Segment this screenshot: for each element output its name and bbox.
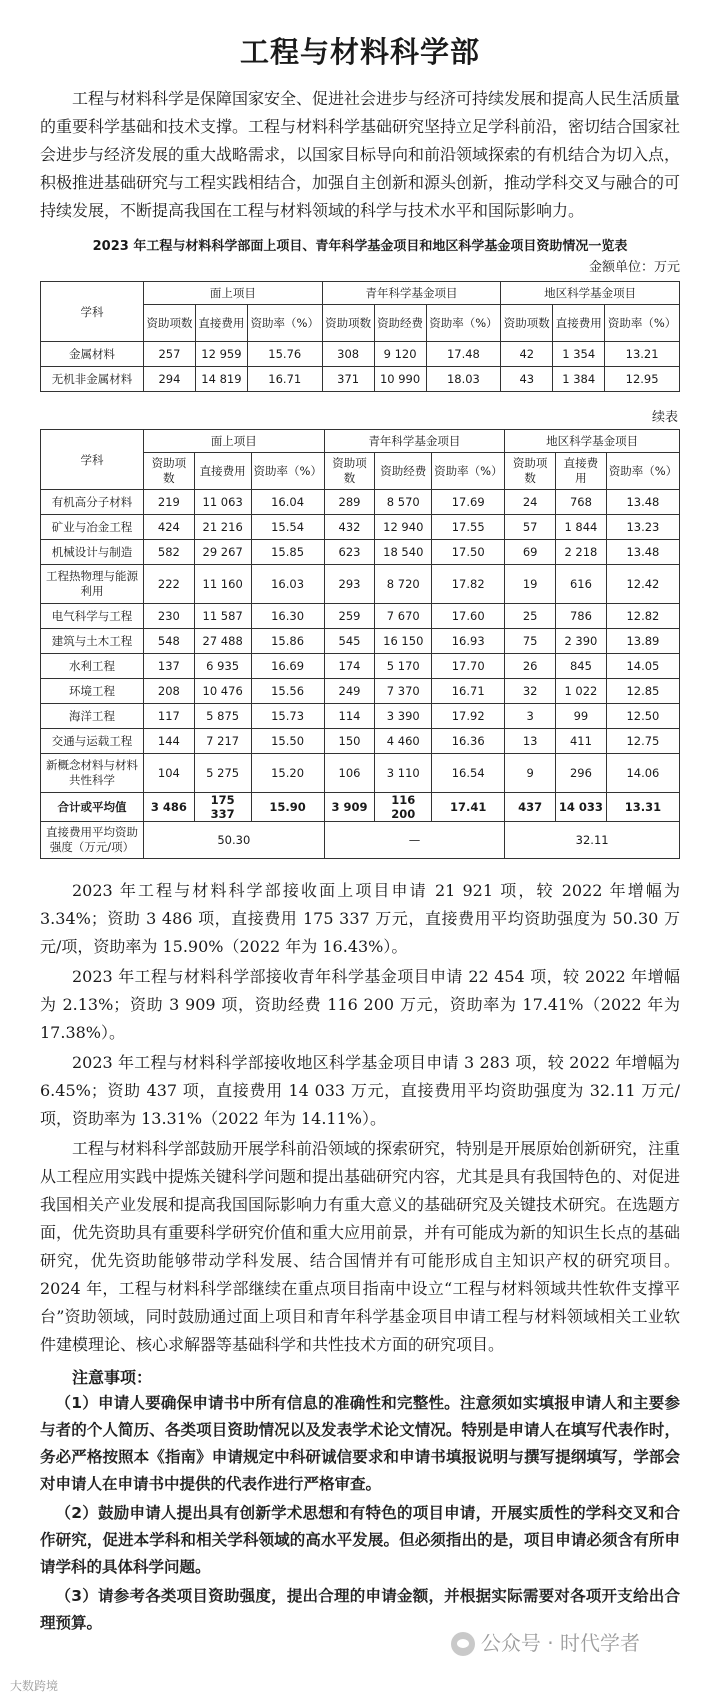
row-value-cell: 6 935 <box>194 654 251 679</box>
row-value-cell: 69 <box>505 540 556 565</box>
row-value-cell: 845 <box>556 654 607 679</box>
row-value-cell: 25 <box>505 604 556 629</box>
row-value-cell: 15.56 <box>251 679 324 704</box>
table-row <box>41 629 680 654</box>
subheader-cell: 资助率（%） <box>247 305 322 342</box>
row-value-cell: 10 990 <box>374 367 426 392</box>
row-value-cell: 3 110 <box>375 754 432 793</box>
subheader-cell: 资助项数 <box>144 453 195 490</box>
row-value-cell: 117 <box>144 704 195 729</box>
row-value-cell: 13 <box>505 729 556 754</box>
row-value-cell: 1 022 <box>556 679 607 704</box>
paragraph-youth: 2023 年工程与材料科学部接收青年科学基金项目申请 22 454 项，较 2022 年增幅为 2.13%；资助 3 909 项，资助经费 116 200 万元，资助率为 17.41%（2022 年为 17.38%）。 <box>40 967 680 1042</box>
row-value-cell: 768 <box>556 490 607 515</box>
row-value-cell: 208 <box>144 679 195 704</box>
subheader-cell: 直接费用 <box>556 453 607 490</box>
paragraph-general: 2023 年工程与材料科学部接收面上项目申请 21 921 项，较 2022 年增幅为 3.34%；资助 3 486 项，直接费用 175 337 万元，直接费用平均资助强度为 50.30 万元/项，资助率为 15.90%（2022 年为 16.43%）。 <box>40 881 680 956</box>
row-value-cell: 12.75 <box>606 729 679 754</box>
total-label: 合计或平均值 <box>41 793 144 822</box>
header-youth: 青年科学基金项目 <box>324 430 505 453</box>
corner-mark: 大数跨境 <box>10 1679 59 1693</box>
row-value-cell: 16 150 <box>375 629 432 654</box>
table-row <box>41 604 680 629</box>
row-subject-cell: 海洋工程 <box>41 704 144 729</box>
subheader-cell: 直接费用 <box>553 305 605 342</box>
subheader-cell: 资助率（%） <box>605 305 680 342</box>
wechat-icon <box>451 1632 475 1656</box>
total-value-cell: 17.41 <box>432 793 505 822</box>
row-value-cell: 16.69 <box>251 654 324 679</box>
avg-general: 50.30 <box>144 822 325 859</box>
row-value-cell: 1 844 <box>556 515 607 540</box>
row-value-cell: 106 <box>324 754 375 793</box>
row-value-cell: 15.50 <box>251 729 324 754</box>
note-item: （1）申请人要确保申请书中所有信息的准确性和完整性。注意须如实填报申请人和主要参与者的个人简历、各类项目资助情况以及发表学术论文情况。特别是申请人在填写代表作时，务必严格按照本《指南》申请规定中科研诚信要求和申请书填报说明与撰写提纲填写，学部会对申请人在申请书中提供的代表作进行严格审查。 <box>40 1394 680 1493</box>
row-value-cell: 15.86 <box>251 629 324 654</box>
row-value-cell: 12.42 <box>606 565 679 604</box>
row-value-cell: 259 <box>324 604 375 629</box>
row-value-cell: 13.21 <box>605 342 680 367</box>
row-value-cell: 432 <box>324 515 375 540</box>
row-value-cell: 57 <box>505 515 556 540</box>
row-value-cell: 11 587 <box>194 604 251 629</box>
subheader-cell: 资助项数 <box>324 453 375 490</box>
subheader-cell: 资助项数 <box>144 305 196 342</box>
table-row <box>41 540 680 565</box>
row-subject-cell: 有机高分子材料 <box>41 490 144 515</box>
row-value-cell: 7 670 <box>375 604 432 629</box>
funding-table-part1 <box>40 281 680 392</box>
funding-table-part2 <box>40 429 680 859</box>
table-caption: 2023 年工程与材料科学部面上项目、青年科学基金项目和地区科学基金项目资助情况一览表 <box>92 239 628 254</box>
row-value-cell: 14.06 <box>606 754 679 793</box>
row-value-cell: 3 390 <box>375 704 432 729</box>
watermark-text: 公众号 · 时代学者 <box>480 1630 640 1655</box>
row-value-cell: 17.92 <box>432 704 505 729</box>
paragraph-regional: 2023 年工程与材料科学部接收地区科学基金项目申请 3 283 项，较 2022 年增幅为 6.45%；资助 437 项，直接费用 14 033 万元，直接费用平均资助强度为 32.11 万元/项，资助率为 13.31%（2022 年为 14.11%）。 <box>40 1053 680 1128</box>
row-value-cell: 7 217 <box>194 729 251 754</box>
row-value-cell: 308 <box>322 342 374 367</box>
notes-title: 注意事项： <box>72 1368 153 1387</box>
row-value-cell: 10 476 <box>194 679 251 704</box>
note-item: （2）鼓励申请人提出具有创新学术思想和有特色的项目申请，开展实质性的学科交叉和合作研究，促进本学科和相关学科领域的高水平发展。但必须指出的是，项目申请必须含有所申请学科的具体科学问题。 <box>40 1504 680 1576</box>
avg-regional: 32.11 <box>505 822 680 859</box>
row-subject-cell: 环境工程 <box>41 679 144 704</box>
row-value-cell: 114 <box>324 704 375 729</box>
row-value-cell: 289 <box>324 490 375 515</box>
row-value-cell: 230 <box>144 604 195 629</box>
row-value-cell: 27 488 <box>194 629 251 654</box>
row-subject-cell: 建筑与土木工程 <box>41 629 144 654</box>
row-value-cell: 5 875 <box>194 704 251 729</box>
table-row <box>41 342 680 367</box>
row-value-cell: 623 <box>324 540 375 565</box>
row-value-cell: 548 <box>144 629 195 654</box>
row-value-cell: 12.50 <box>606 704 679 729</box>
row-value-cell: 12.85 <box>606 679 679 704</box>
table-body <box>41 342 680 392</box>
row-value-cell: 13.89 <box>606 629 679 654</box>
row-value-cell: 14.05 <box>606 654 679 679</box>
row-value-cell: 12.82 <box>606 604 679 629</box>
row-value-cell: 11 160 <box>194 565 251 604</box>
row-value-cell: 17.55 <box>432 515 505 540</box>
header-regional: 地区科学基金项目 <box>501 282 680 305</box>
intro-paragraph: 工程与材料科学是保障国家安全、促进社会进步与经济可持续发展和提高人民生活质量的重要科学基础和技术支撑。工程与材料科学基础研究坚持立足学科前沿，密切结合国家社会进步与经济发展的重大战略需求，以国家目标导向和前沿领域探索的有机结合为切入点，积极推进基础研究与工程实践相结合，加强自主创新和源头创新，推动学科交叉与融合的可持续发展，不断提高我国在工程与材料领域的科学与技术水平和国际影响力。 <box>40 89 681 220</box>
subheader-cell: 资助率（%） <box>426 305 501 342</box>
row-value-cell: 17.48 <box>426 342 501 367</box>
row-value-cell: 21 216 <box>194 515 251 540</box>
row-value-cell: 16.93 <box>432 629 505 654</box>
row-value-cell: 424 <box>144 515 195 540</box>
row-subject-cell: 机械设计与制造 <box>41 540 144 565</box>
row-value-cell: 42 <box>501 342 553 367</box>
row-value-cell: 13.23 <box>606 515 679 540</box>
row-value-cell: 16.71 <box>432 679 505 704</box>
row-subject-cell: 水利工程 <box>41 654 144 679</box>
subheader-cell: 资助率（%） <box>432 453 505 490</box>
row-value-cell: 16.04 <box>251 490 324 515</box>
row-value-cell: 5 275 <box>194 754 251 793</box>
subheader-cell: 资助率（%） <box>251 453 324 490</box>
table-row <box>41 515 680 540</box>
row-value-cell: 32 <box>505 679 556 704</box>
row-value-cell: 75 <box>505 629 556 654</box>
header-general: 面上项目 <box>144 430 325 453</box>
row-value-cell: 222 <box>144 565 195 604</box>
row-value-cell: 12 959 <box>195 342 247 367</box>
subheader-cell: 直接费用 <box>195 305 247 342</box>
row-value-cell: 257 <box>144 342 196 367</box>
row-value-cell: 9 <box>505 754 556 793</box>
subheader-cell: 资助项数 <box>322 305 374 342</box>
row-value-cell: 12 940 <box>375 515 432 540</box>
table-total-row <box>41 793 680 822</box>
table-avg-row <box>41 822 680 859</box>
row-value-cell: 16.71 <box>247 367 322 392</box>
row-value-cell: 371 <box>322 367 374 392</box>
row-value-cell: 4 460 <box>375 729 432 754</box>
row-value-cell: 104 <box>144 754 195 793</box>
row-value-cell: 24 <box>505 490 556 515</box>
header-subject: 学科 <box>41 430 144 490</box>
body-text <box>0 877 720 1359</box>
row-value-cell: 137 <box>144 654 195 679</box>
row-value-cell: 17.60 <box>432 604 505 629</box>
row-subject-cell: 电气科学与工程 <box>41 604 144 629</box>
row-value-cell: 296 <box>556 754 607 793</box>
subheader-cell: 资助项数 <box>501 305 553 342</box>
row-subject-cell: 矿业与冶金工程 <box>41 515 144 540</box>
row-subject-cell: 金属材料 <box>41 342 144 367</box>
row-value-cell: 786 <box>556 604 607 629</box>
row-value-cell: 249 <box>324 679 375 704</box>
row-value-cell: 17.50 <box>432 540 505 565</box>
subheader-cell: 资助经费 <box>375 453 432 490</box>
table-unit: 金额单位：万元 <box>588 260 680 275</box>
row-value-cell: 8 720 <box>375 565 432 604</box>
page-title: 工程与材料科学部 <box>239 35 480 69</box>
row-value-cell: 16.30 <box>251 604 324 629</box>
row-value-cell: 16.36 <box>432 729 505 754</box>
row-subject-cell: 无机非金属材料 <box>41 367 144 392</box>
row-value-cell: 294 <box>144 367 196 392</box>
row-value-cell: 9 120 <box>374 342 426 367</box>
row-value-cell: 174 <box>324 654 375 679</box>
row-value-cell: 99 <box>556 704 607 729</box>
row-value-cell: 14 819 <box>195 367 247 392</box>
row-value-cell: 26 <box>505 654 556 679</box>
row-value-cell: 15.54 <box>251 515 324 540</box>
row-value-cell: 7 370 <box>375 679 432 704</box>
row-value-cell: 18 540 <box>375 540 432 565</box>
row-value-cell: 411 <box>556 729 607 754</box>
row-value-cell: 144 <box>144 729 195 754</box>
row-value-cell: 15.85 <box>251 540 324 565</box>
row-value-cell: 5 170 <box>375 654 432 679</box>
row-value-cell: 3 <box>505 704 556 729</box>
row-value-cell: 150 <box>324 729 375 754</box>
row-value-cell: 13.48 <box>606 540 679 565</box>
subheader-cell: 资助经费 <box>374 305 426 342</box>
total-value-cell: 3 486 <box>144 793 195 822</box>
table-row <box>41 367 680 392</box>
row-value-cell: 219 <box>144 490 195 515</box>
table-row <box>41 490 680 515</box>
row-value-cell: 13.48 <box>606 490 679 515</box>
row-value-cell: 15.73 <box>251 704 324 729</box>
total-value-cell: 13.31 <box>606 793 679 822</box>
row-value-cell: 43 <box>501 367 553 392</box>
row-value-cell: 15.20 <box>251 754 324 793</box>
row-value-cell: 293 <box>324 565 375 604</box>
row-value-cell: 2 390 <box>556 629 607 654</box>
table-body <box>41 490 680 793</box>
subheader-cell: 资助率（%） <box>606 453 679 490</box>
row-value-cell: 11 063 <box>194 490 251 515</box>
row-value-cell: 17.69 <box>432 490 505 515</box>
row-value-cell: 616 <box>556 565 607 604</box>
header-regional: 地区科学基金项目 <box>505 430 680 453</box>
paragraph-encouragement: 工程与材料科学部鼓励开展学科前沿领域的探索研究，特别是开展原始创新研究，注重从工程应用实践中提炼关键科学问题和提出基础研究内容，尤其是具有我国特色的、对促进我国相关产业发展和提高我国国际影响力有重大意义的基础研究及关键技术研究。在选题方面，优先资助具有重要科学研究价值和重大应用前景，并有可能成为新的知识生长点的基础研究，优先资助能够带动学科发展、结合国情并有可能形成自主知识产权的研究项目。2024 年，工程与材料科学部继续在重点项目指南中设立“工程与材料领域共性软件支撑平台”资助领域，同时鼓励通过面上项目和青年科学基金项目申请工程与材料领域相关工业软件建模理论、核心求解器等基础科学和共性技术方面的研究项目。 <box>40 1139 681 1354</box>
total-value-cell: 15.90 <box>251 793 324 822</box>
row-value-cell: 582 <box>144 540 195 565</box>
table-row <box>41 565 680 604</box>
row-subject-cell: 新概念材料与材料共性科学 <box>41 754 144 793</box>
row-value-cell: 12.95 <box>605 367 680 392</box>
row-value-cell: 16.54 <box>432 754 505 793</box>
note-item: （3）请参考各类项目资助强度，提出合理的申请金额，并根据实际需要对各项开支给出合理预算。 <box>40 1587 680 1632</box>
total-value-cell: 3 909 <box>324 793 375 822</box>
table-row <box>41 679 680 704</box>
table-row <box>41 704 680 729</box>
total-value-cell: 14 033 <box>556 793 607 822</box>
row-value-cell: 19 <box>505 565 556 604</box>
table-continued-label: 续表 <box>651 410 678 425</box>
row-subject-cell: 交通与运载工程 <box>41 729 144 754</box>
row-value-cell: 29 267 <box>194 540 251 565</box>
avg-youth: — <box>324 822 505 859</box>
subheader-cell: 直接费用 <box>194 453 251 490</box>
table-row <box>41 729 680 754</box>
row-subject-cell: 工程热物理与能源利用 <box>41 565 144 604</box>
total-value-cell: 437 <box>505 793 556 822</box>
table-row <box>41 754 680 793</box>
row-value-cell: 17.70 <box>432 654 505 679</box>
row-value-cell: 15.76 <box>247 342 322 367</box>
table-row <box>41 654 680 679</box>
header-general: 面上项目 <box>144 282 323 305</box>
row-value-cell: 18.03 <box>426 367 501 392</box>
row-value-cell: 545 <box>324 629 375 654</box>
avg-label: 直接费用平均资助强度（万元/项） <box>41 822 144 859</box>
header-youth: 青年科学基金项目 <box>322 282 501 305</box>
row-value-cell: 17.82 <box>432 565 505 604</box>
row-value-cell: 2 218 <box>556 540 607 565</box>
watermark <box>451 1627 640 1657</box>
header-subject: 学科 <box>41 282 144 342</box>
row-value-cell: 1 384 <box>553 367 605 392</box>
total-value-cell: 116 200 <box>375 793 432 822</box>
subheader-cell: 资助项数 <box>505 453 556 490</box>
row-value-cell: 1 354 <box>553 342 605 367</box>
total-value-cell: 175 337 <box>194 793 251 822</box>
row-value-cell: 8 570 <box>375 490 432 515</box>
row-value-cell: 16.03 <box>251 565 324 604</box>
